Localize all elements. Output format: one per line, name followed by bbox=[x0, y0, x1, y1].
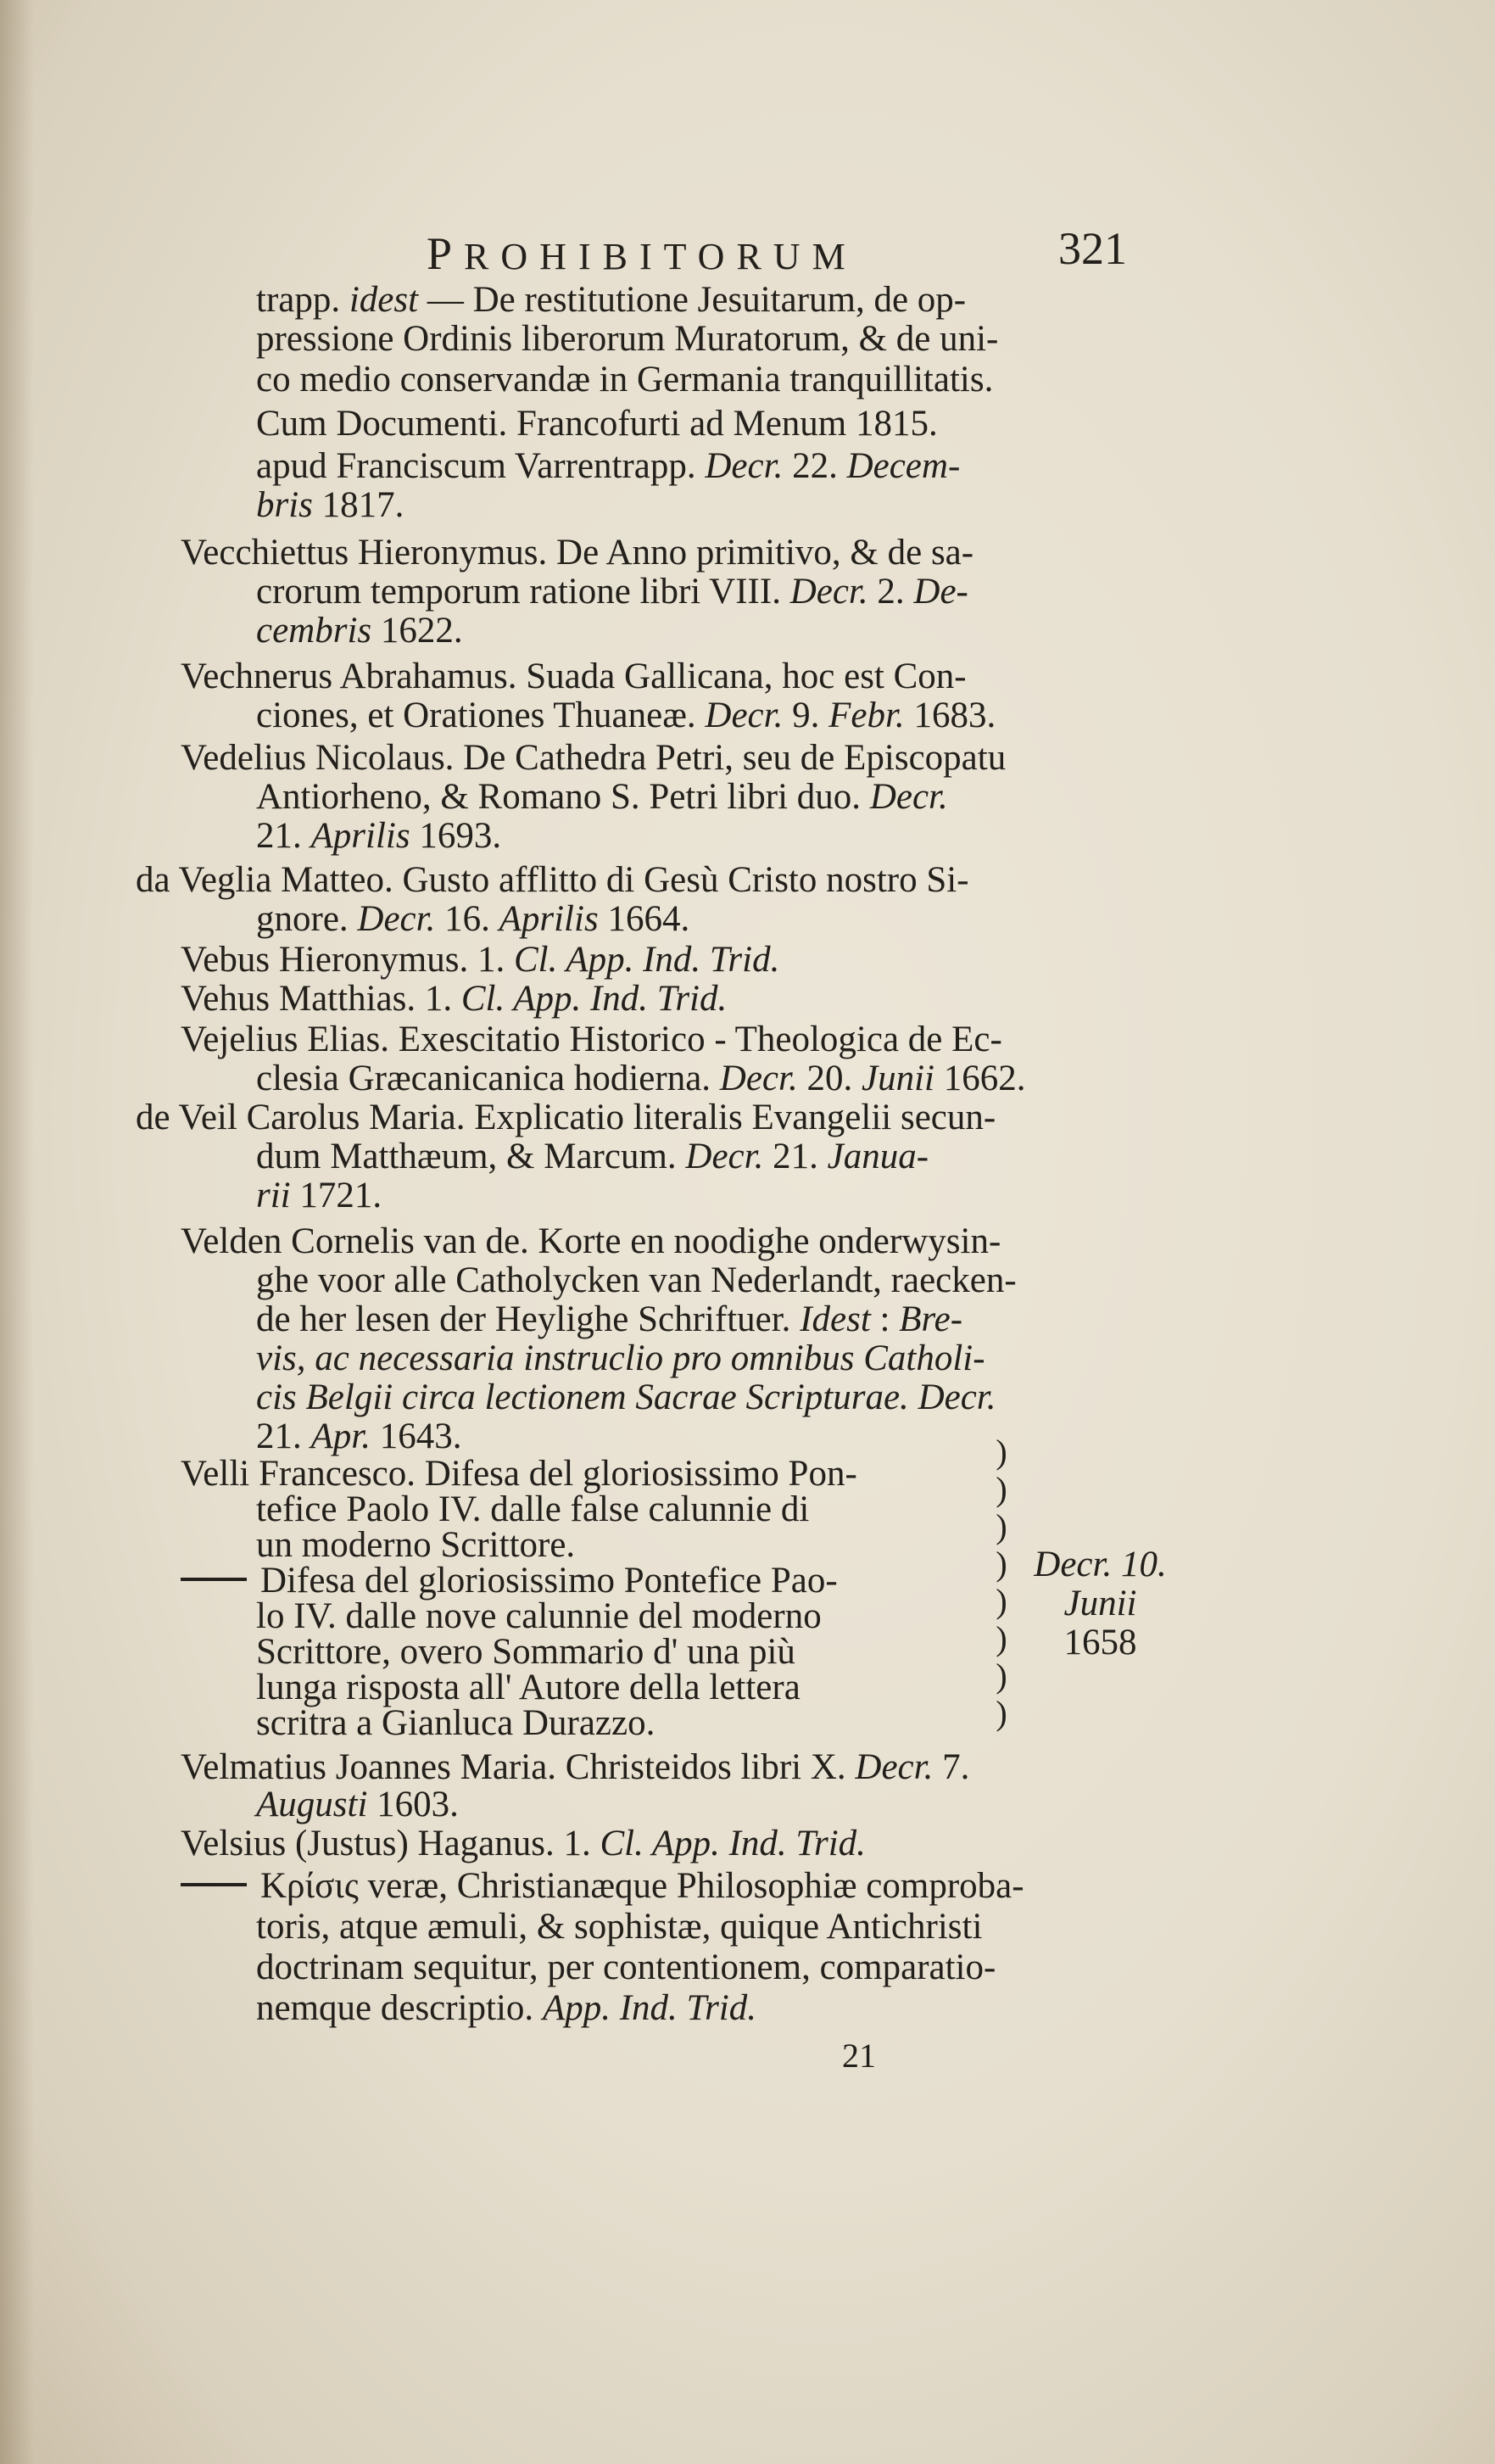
index-entry: Vehus Matthias. 1. Cl. App. Ind. Trid. bbox=[181, 979, 728, 1019]
index-entry: Velmatius Joannes Maria. Christeidos libri X. Decr. 7. bbox=[181, 1747, 970, 1787]
text-line: lunga risposta all' Autore della lettera bbox=[256, 1668, 800, 1707]
text-line: co medio conservandæ in Germania tranquillitatis. bbox=[256, 360, 994, 399]
index-entry: da Veglia Matteo. Gusto afflitto di Gesù Cristo nostro Si- bbox=[136, 860, 969, 900]
signature-mark: 21 bbox=[842, 2037, 876, 2075]
bracket-column: ) ) ) ) ) ) ) ) bbox=[996, 1433, 1007, 1732]
text-line: gnore. Decr. 16. Aprilis 1664. bbox=[256, 899, 690, 939]
text-line: 21. Apr. 1643. bbox=[256, 1416, 462, 1456]
running-head: PROHIBITORUM bbox=[427, 228, 857, 279]
text-line: Κρίσις veræ, Christianæque Philosophiæ comproba- bbox=[181, 1866, 1024, 1907]
text-line: un moderno Scrittore. bbox=[256, 1525, 576, 1565]
index-entry: Velli Francesco. Difesa del gloriosissimo Pon- bbox=[181, 1454, 857, 1494]
text-line: scritra a Gianluca Durazzo. bbox=[256, 1703, 655, 1743]
text-line: lo IV. dalle nove calunnie del moderno bbox=[256, 1596, 822, 1636]
index-entry: Velden Cornelis van de. Korte en noodighe onderwysin- bbox=[181, 1221, 1001, 1261]
index-entry: Vechnerus Abrahamus. Suada Gallicana, hoc est Con- bbox=[181, 657, 967, 696]
ditto-dash bbox=[181, 1578, 247, 1581]
text-line: Cum Documenti. Francofurti ad Menum 1815. bbox=[256, 404, 938, 444]
text-line: Antiorheno, & Romano S. Petri libri duo. Decr. bbox=[256, 777, 948, 817]
text-line: cembris 1622. bbox=[256, 611, 463, 651]
text-line: toris, atque æmuli, & sophistæ, quique Antichristi bbox=[256, 1907, 983, 1947]
text-line: dum Matthæum, & Marcum. Decr. 21. Janua- bbox=[256, 1137, 929, 1176]
text-line: rii 1721. bbox=[256, 1176, 382, 1215]
text-line: nemque descriptio. App. Ind. Trid. bbox=[256, 1988, 756, 2028]
text-line: Augusti 1603. bbox=[256, 1785, 459, 1824]
text-line: apud Franciscum Varrentrapp. Decr. 22. Decem- bbox=[256, 446, 961, 486]
page-gutter-shadow bbox=[0, 0, 34, 2464]
text-line: Difesa del gloriosissimo Pontefice Pao- bbox=[181, 1561, 838, 1601]
text-line: trapp. idest — De restitutione Jesuitarum, de op- bbox=[256, 280, 967, 320]
text-line: cis Belgii circa lectionem Sacrae Scripturae. Decr. bbox=[256, 1377, 996, 1417]
text-line: 21. Aprilis 1693. bbox=[256, 816, 502, 856]
text-line: pressione Ordinis liberorum Muratorum, & de uni- bbox=[256, 319, 999, 359]
index-entry: Vejelius Elias. Exescitatio Historico - Theologica de Ec- bbox=[181, 1020, 1002, 1059]
index-entry: Vebus Hieronymus. 1. Cl. App. Ind. Trid. bbox=[181, 940, 780, 980]
index-entry: Velsius (Justus) Haganus. 1. Cl. App. Ind. Trid. bbox=[181, 1824, 866, 1863]
text-line: de her lesen der Heylighe Schriftuer. Idest : Bre- bbox=[256, 1299, 963, 1339]
text-line: tefice Paolo IV. dalle false calunnie di bbox=[256, 1489, 810, 1529]
text-line: bris 1817. bbox=[256, 485, 404, 525]
text-line: clesia Græcanicanica hodierna. Decr. 20. Junii 1662. bbox=[256, 1059, 1026, 1098]
text-line: doctrinam sequitur, per contentionem, comparatio- bbox=[256, 1947, 996, 1987]
text-line: crorum temporum ratione libri VIII. Decr. 2. De- bbox=[256, 572, 968, 612]
text-line: ciones, et Orationes Thuaneæ. Decr. 9. Febr. 1683. bbox=[256, 696, 996, 735]
index-entry: Vedelius Nicolaus. De Cathedra Petri, seu de Episcopatu bbox=[181, 738, 1007, 778]
index-entry: Vecchiettus Hieronymus. De Anno primitivo, & de sa- bbox=[181, 533, 974, 573]
text-line: Scrittore, overo Sommario d' una più bbox=[256, 1632, 795, 1672]
text-line: ghe voor alle Catholycken van Nederlandt, raecken- bbox=[256, 1260, 1017, 1300]
page-number: 321 bbox=[1058, 223, 1127, 274]
ditto-dash bbox=[181, 1883, 247, 1886]
side-date: Decr. 10. Junii 1658 bbox=[1034, 1545, 1167, 1662]
text-line: vis, ac necessaria instruclio pro omnibus Catholi- bbox=[256, 1338, 985, 1378]
index-entry: de Veil Carolus Maria. Explicatio literalis Evangelii secun- bbox=[136, 1098, 996, 1137]
